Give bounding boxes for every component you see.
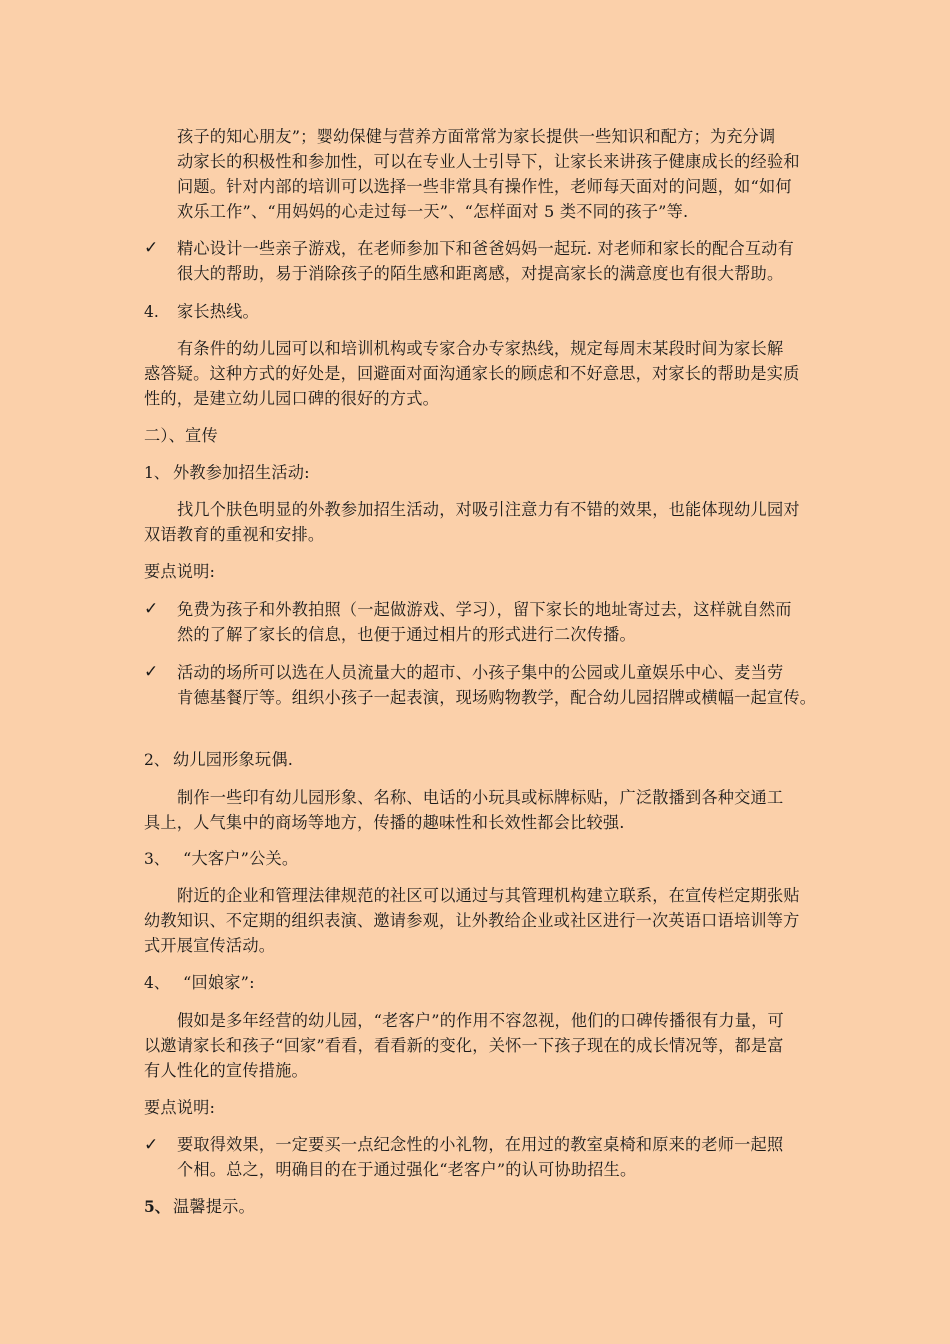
label-text: 要点说明:	[144, 1098, 216, 1117]
text-line: 动家长的积极性和参加性，可以在专业人士引导下，让家长来讲孩子健康成长的经验和	[177, 152, 800, 171]
text-line: 有人性化的宣传措施。	[144, 1061, 308, 1080]
text-line: 制作一些印有幼儿园形象、名称、电话的小玩具或标牌标贴，广泛散播到各种交通工	[177, 788, 784, 807]
text-line: 双语教育的重视和安排。	[144, 525, 325, 544]
heading-text: 幼儿园形象玩偶.	[173, 750, 294, 769]
text-line: 附近的企业和管理法律规范的社区可以通过与其管理机构建立联系，在宣传栏定期张贴	[177, 886, 800, 905]
text-line: 要取得效果，一定要买一点纪念性的小礼物，在用过的教室桌椅和原来的老师一起照	[177, 1135, 784, 1154]
text-line: 幼教知识、不定期的组织表演、邀请参观，让外教给企业或社区进行一次英语口语培训等方	[144, 911, 800, 930]
text-line: 式开展宣传活动。	[144, 936, 276, 955]
text-line: 有条件的幼儿园可以和培训机构或专家合办专家热线，规定每周末某段时间为家长解	[177, 339, 784, 358]
text-line: 具上，人气集中的商场等地方，传播的趣味性和长效性都会比较强.	[144, 813, 625, 832]
heading-text: “大客户”公关。	[183, 849, 299, 868]
text-line: 精心设计一些亲子游戏，在老师参加下和爸爸妈妈一起玩. 对老师和家长的配合互动有	[177, 239, 795, 258]
check-mark-icon: ✓	[144, 599, 159, 619]
heading-number: 5、	[144, 1197, 171, 1216]
check-mark-icon: ✓	[144, 1135, 159, 1155]
heading-number: 4.	[144, 303, 159, 321]
section-title: 二）、宣传	[144, 426, 218, 445]
text-line: 很大的帮助，易于消除孩子的陌生感和距离感，对提高家长的满意度也有很大帮助。	[177, 264, 784, 283]
heading-number: 4、	[144, 974, 170, 992]
text-line: 找几个肤色明显的外教参加招生活动，对吸引注意力有不错的效果，也能体现幼儿园对	[177, 500, 800, 519]
text-line: 性的，是建立幼儿园口碑的很好的方式。	[144, 389, 439, 408]
heading-text: 温馨提示。	[173, 1197, 255, 1216]
text-line: 假如是多年经营的幼儿园，“老客户”的作用不容忽视，他们的口碑传播很有力量，可	[177, 1011, 784, 1030]
text-line: 以邀请家长和孩子“回家”看看，看看新的变化，关怀一下孩子现在的成长情况等，都是富	[144, 1036, 784, 1055]
text-line: 然的了解了家长的信息，也便于通过相片的形式进行二次传播。	[177, 625, 636, 644]
text-line: 孩子的知心朋友”；婴幼保健与营养方面常常为家长提供一些知识和配方；为充分调	[177, 127, 776, 146]
text-line: 免费为孩子和外教拍照（一起做游戏、学习），留下家长的地址寄过去，这样就自然而	[177, 600, 792, 619]
text-line: 欢乐工作”、“用妈妈的心走过每一天”、“怎样面对 5 类不同的孩子”等.	[177, 202, 689, 221]
text-line: 问题。针对内部的培训可以选择一些非常具有操作性，老师每天面对的问题，如“如何	[177, 177, 792, 196]
heading-text: “回娘家”:	[183, 973, 255, 992]
heading-number: 2、	[144, 751, 170, 769]
heading-text: 家长热线。	[177, 302, 259, 321]
text-line: 活动的场所可以选在人员流量大的超市、小孩子集中的公园或儿童娱乐中心、麦当劳	[177, 663, 784, 682]
check-mark-icon: ✓	[144, 238, 159, 258]
check-mark-icon: ✓	[144, 662, 159, 682]
label-text: 要点说明:	[144, 562, 216, 581]
text-line: 惑答疑。这种方式的好处是，回避面对面沟通家长的顾虑和不好意思，对家长的帮助是实质	[144, 364, 800, 383]
heading-number: 1、	[144, 464, 170, 482]
text-line: 肯德基餐厅等。组织小孩子一起表演，现场购物教学，配合幼儿园招牌或横幅一起宣传。	[177, 688, 817, 707]
heading-number: 3、	[144, 850, 170, 868]
text-line: 个相。总之，明确目的在于通过强化“老客户”的认可协助招生。	[177, 1160, 637, 1179]
heading-text: 外教参加招生活动:	[173, 463, 310, 482]
